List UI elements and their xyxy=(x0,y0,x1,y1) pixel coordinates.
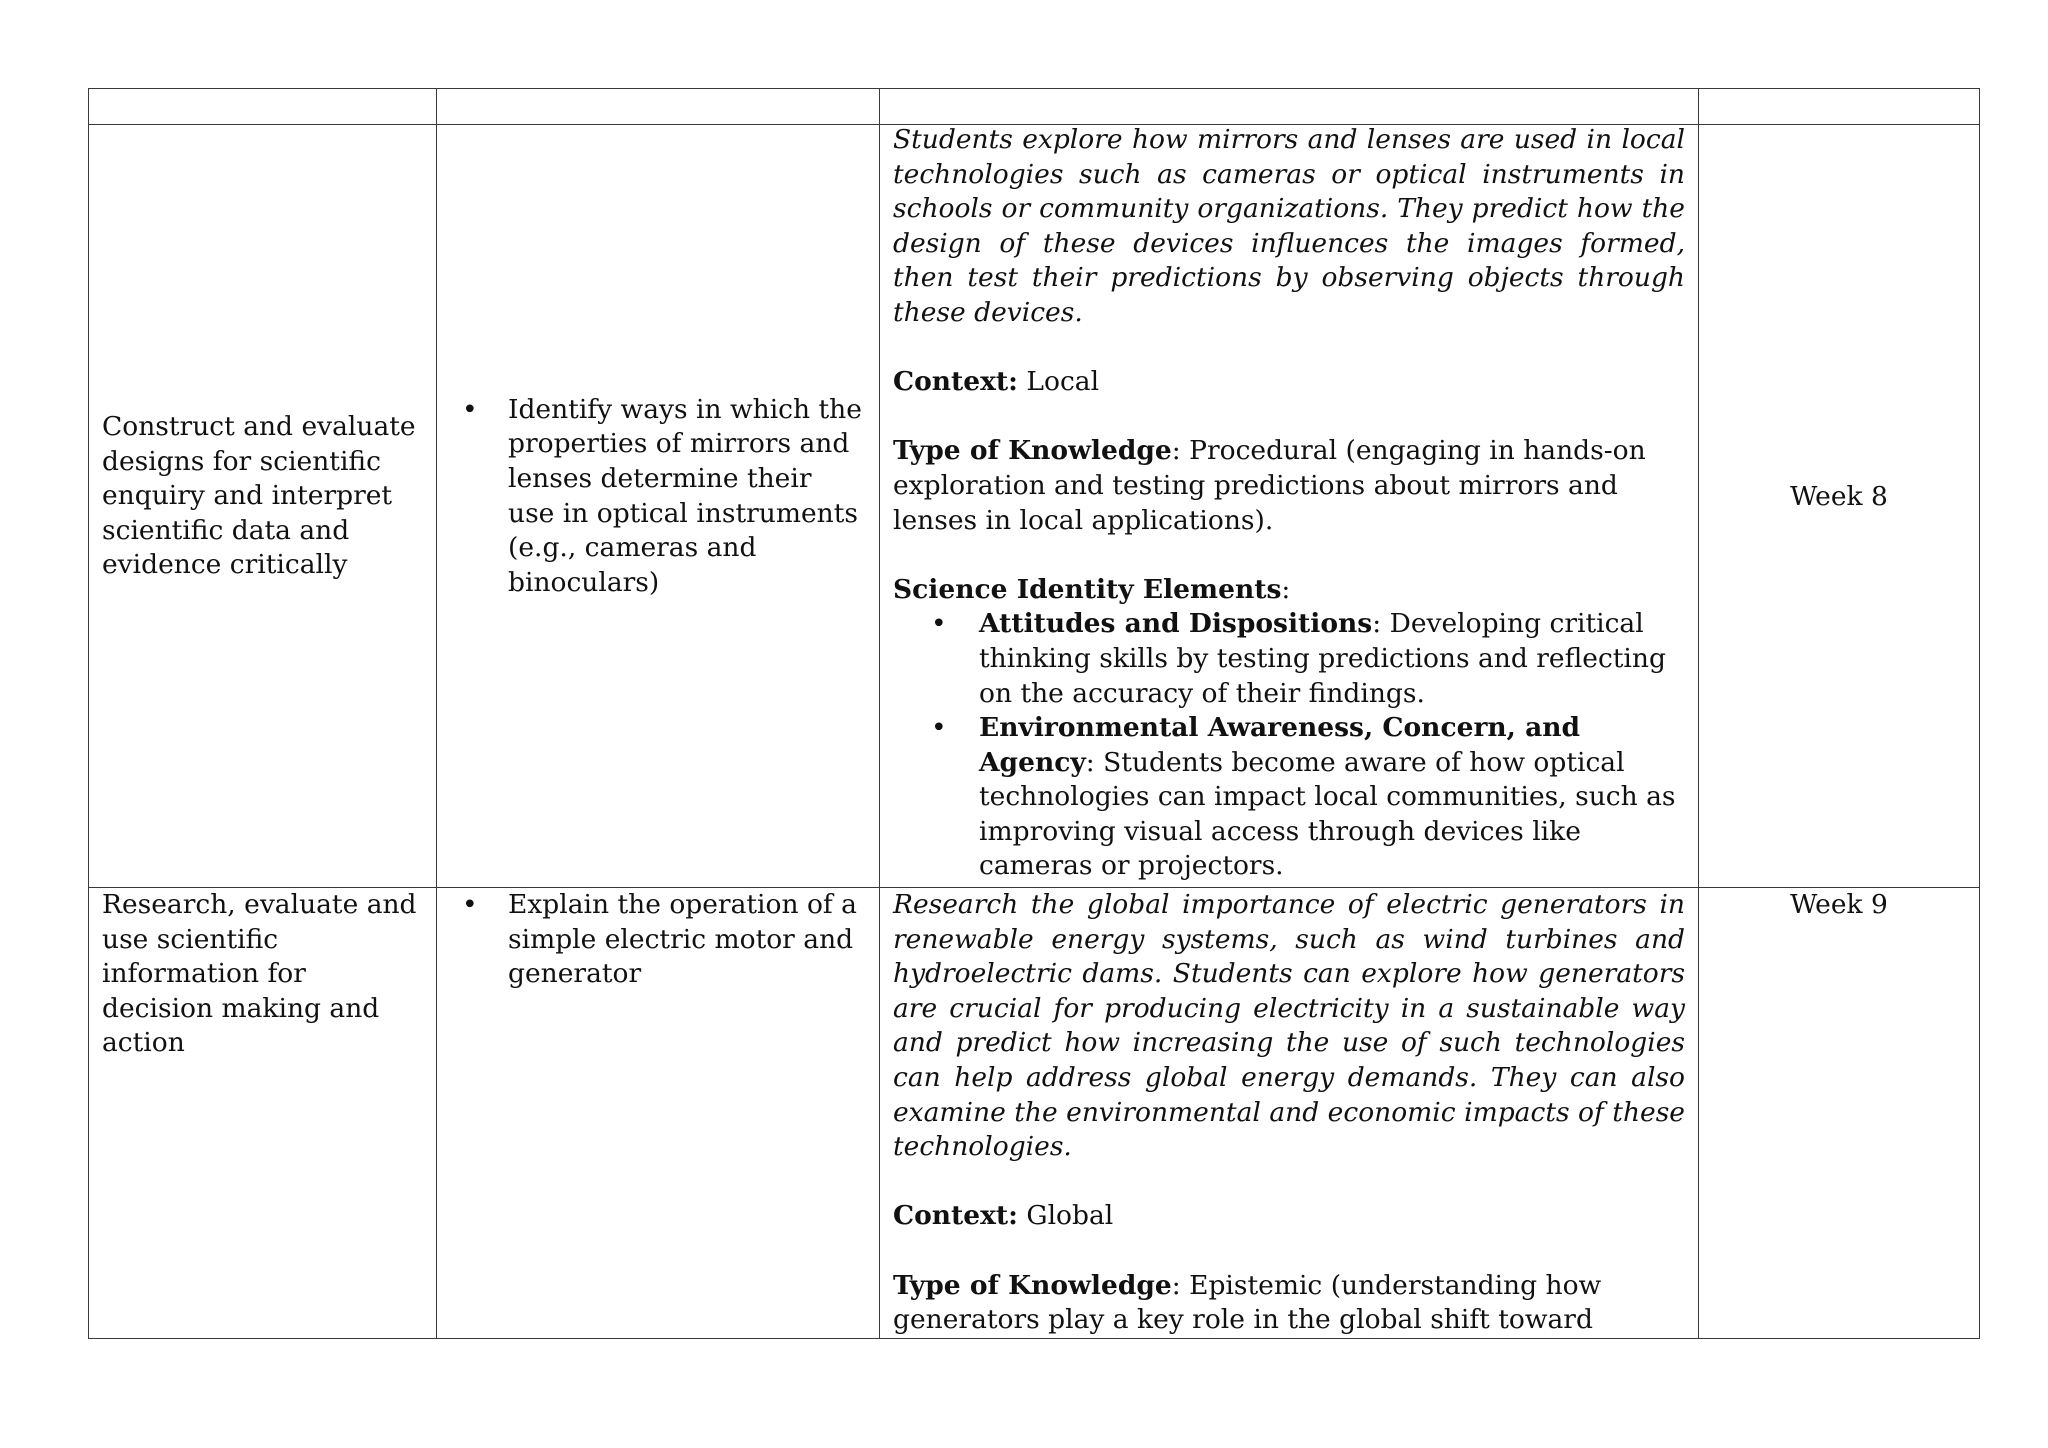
table-row xyxy=(89,888,1980,1339)
context-label: Context: xyxy=(893,1200,1018,1232)
learning-outcome-cell xyxy=(89,888,437,1339)
indicator-list xyxy=(450,888,866,992)
context-line xyxy=(893,1199,1685,1234)
indicator-text: Identify ways in which the properties of mirrors and lenses determine their use in optical instruments (e.g., cameras and binoculars) xyxy=(508,393,862,598)
identity-text: : Developing critical thinking skills by testing predictions and reflecting on the accuracy of their findings. xyxy=(979,608,1666,709)
context-label: Context: xyxy=(893,366,1018,398)
week-cell xyxy=(1699,125,1980,888)
knowledge-value: : Procedural (engaging in hands-on exploration and testing predictions about mirrors and lenses in local applications). xyxy=(893,435,1646,536)
identity-heading xyxy=(893,573,1685,608)
list-item xyxy=(450,393,866,601)
knowledge-label: Type of Knowledge xyxy=(893,435,1172,467)
curriculum-table xyxy=(88,88,1980,1339)
activity-description: Students explore how mirrors and lenses are used in local technologies such as cameras or optical instruments in schools or community organizations. They predict how the design of these devices influences the images formed, then test their predictions by observing objects through these devices. xyxy=(893,124,1685,328)
empty-cell xyxy=(89,89,437,125)
learning-outcome-cell xyxy=(89,125,437,888)
identity-list xyxy=(893,607,1685,884)
learning-indicator-cell xyxy=(437,888,880,1339)
context-line xyxy=(893,365,1685,400)
activity-cell xyxy=(880,125,1699,888)
identity-term: Environmental Awareness, Concern, and Agency xyxy=(979,712,1581,778)
bullet-icon: • xyxy=(462,889,478,920)
learning-outcome-text: Research, evaluate and use scientific information for decision making and action xyxy=(102,889,417,1059)
activity-cell xyxy=(880,888,1699,1339)
learning-outcome-text: Construct and evaluate designs for scientific enquiry and interpret scientific data and evidence critically xyxy=(102,411,416,581)
context-value: Global xyxy=(1026,1200,1114,1232)
identity-term: Attitudes and Dispositions xyxy=(979,608,1373,640)
table-row xyxy=(89,125,1980,888)
identity-text: : Students become aware of how optical technologies can impact local communities, such as improving visual access through devices like cameras or projectors. xyxy=(979,746,1676,882)
week-label: Week 8 xyxy=(1790,480,1888,512)
list-item xyxy=(893,607,1685,711)
week-cell xyxy=(1699,888,1980,1339)
context-value: Local xyxy=(1026,366,1100,398)
knowledge-line xyxy=(893,1269,1685,1338)
list-item xyxy=(450,888,866,992)
table-header-row xyxy=(89,89,1980,125)
knowledge-label: Type of Knowledge xyxy=(893,1269,1172,1301)
empty-cell xyxy=(437,89,880,125)
learning-indicator-cell xyxy=(437,125,880,888)
indicator-text: Explain the operation of a simple electric motor and generator xyxy=(508,889,857,990)
list-item xyxy=(893,711,1685,884)
activity-description: Research the global importance of electric generators in renewable energy systems, such as wind turbines and hydroelectric dams. Students can explore how generators are crucial for producing electricity in a sustainable way and predict how increasing the use of such technologies can help address global energy demands. They can also examine the environmental and economic impacts of these technologies. xyxy=(893,889,1685,1163)
identity-colon: : xyxy=(1281,573,1291,605)
bullet-icon: • xyxy=(462,393,478,425)
bullet-icon: • xyxy=(931,712,947,744)
bullet-icon: • xyxy=(931,608,947,640)
empty-cell xyxy=(1699,89,1980,125)
knowledge-value: : Epistemic (understanding how generators play a key role in the global shift toward xyxy=(893,1269,1602,1336)
knowledge-line xyxy=(893,434,1685,538)
week-label: Week 9 xyxy=(1790,889,1888,920)
indicator-list xyxy=(450,393,866,601)
identity-label: Science Identity Elements xyxy=(893,573,1282,605)
empty-cell xyxy=(880,89,1699,125)
